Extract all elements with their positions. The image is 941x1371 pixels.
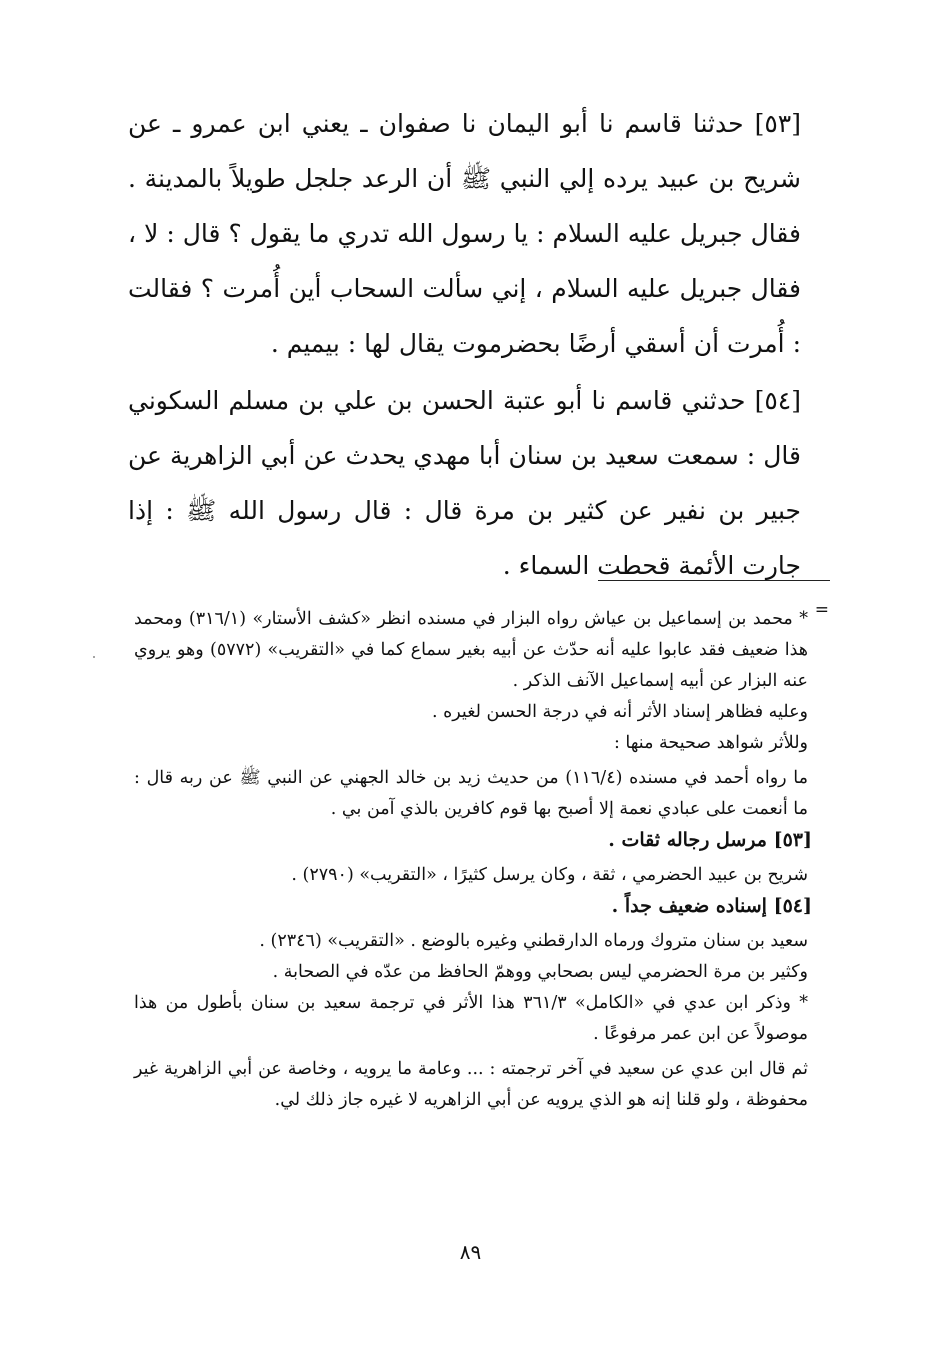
footnote-line: وللأثر شواهد صحيحة منها : — [613, 733, 808, 753]
paragraph-54: [٥٤] حدثني قاسم نا أبو عتبة الحسن بن علي بن مسلم السكوني قال : سمعت سعيد بن سنان أبا مهدي يحدث عن أبي الزاهرية عن جبير بن نفير عن كثير بن مرة قال : قال رسول الله ﷺ : إذا جارت الأئمة قحطت السماء . — [128, 386, 801, 580]
footnote-54-line: ثم قال ابن عدي عن سعيد في آخر ترجمته : ... وعامة ما يرويه ، وخاصة عن أبي الزاهرية غير محفوظة ، ولو قلنا إنه هو الذي يرويه عن أبي الزاهريه لا غيره جاز ذلك لي. — [134, 1059, 808, 1110]
footnote-53-text: شريح بن عبيد الحضرمي ، ثقة ، وكان يرسل كثيرًا ، «التقريب» (٢٧٩٠) . — [291, 865, 808, 885]
footnote-line: * محمد بن إسماعيل بن عياش رواه البزار في مسنده انظر «كشف الأستار» (٣١٦/١) ومحمد هذا ضعيف فقد عابوا عليه أنه حدّث عن أبيه بغير سماع كما في «التقريب» (٥٧٧٢) وهو يروي عنه البزار عن أبيه إسماعيل الآنف الذكر . — [134, 609, 808, 691]
scan-speck — [93, 656, 95, 658]
footnote-53-verdict: [٥٣] مرسل رجاله ثقات . — [608, 829, 812, 851]
paragraph-53: [٥٣] حدثنا قاسم نا أبو اليمان نا صفوان ـ يعني ابن عمرو ـ عن شريح بن عبيد يرده إلي النبي ﷺ أن الرعد جلجل طويلاً بالمدينة . فقال جبريل عليه السلام : يا رسول الله تدري ما يقول ؟ قال : لا ، فقال جبريل عليه السلام ، إني سألت السحاب أين أُمرت ؟ فقالت : أُمرت أن أسقي أرضًا بحضرموت يقال لها : بيميم . — [128, 109, 801, 358]
footnote-line: ما رواه أحمد في مسنده (١١٦/٤) من حديث زيد بن خالد الجهني عن النبي ﷺ عن ربه قال : ما أنعمت على عبادي نعمة إلا أصبح بها قوم كافرين بالذي آمن بي . — [134, 768, 808, 819]
footnote-54-line: سعيد بن سنان متروك ورماه الدارقطني وغيره بالوضع . «التقريب» (٢٣٤٦) . — [259, 931, 808, 951]
page-number: ٨٩ — [459, 1240, 482, 1264]
footnote-line: وعليه فظاهر إسناد الأثر أنه في درجة الحسن لغيره . — [431, 702, 808, 722]
footnote-54-verdict: [٥٤] إسناده ضعيف جداً . — [611, 895, 812, 917]
footnote-54-line: وكثير بن مرة الحضرمي ليس بصحابي ووهمّ الحافظ من عدّه في الصحابة . — [272, 962, 808, 982]
main-text — [128, 96, 801, 593]
footnote-54-line: * وذكر ابن عدي في «الكامل» ٣٦١/٣ هذا الأثر في ترجمة سعيد بن سنان بأطول من هذا موصولاً عن ابن عمر مرفوعًا . — [134, 993, 808, 1044]
footnotes — [134, 604, 812, 1116]
footnote-continuation-mark: = — [814, 600, 829, 620]
footnote-separator — [598, 580, 830, 581]
